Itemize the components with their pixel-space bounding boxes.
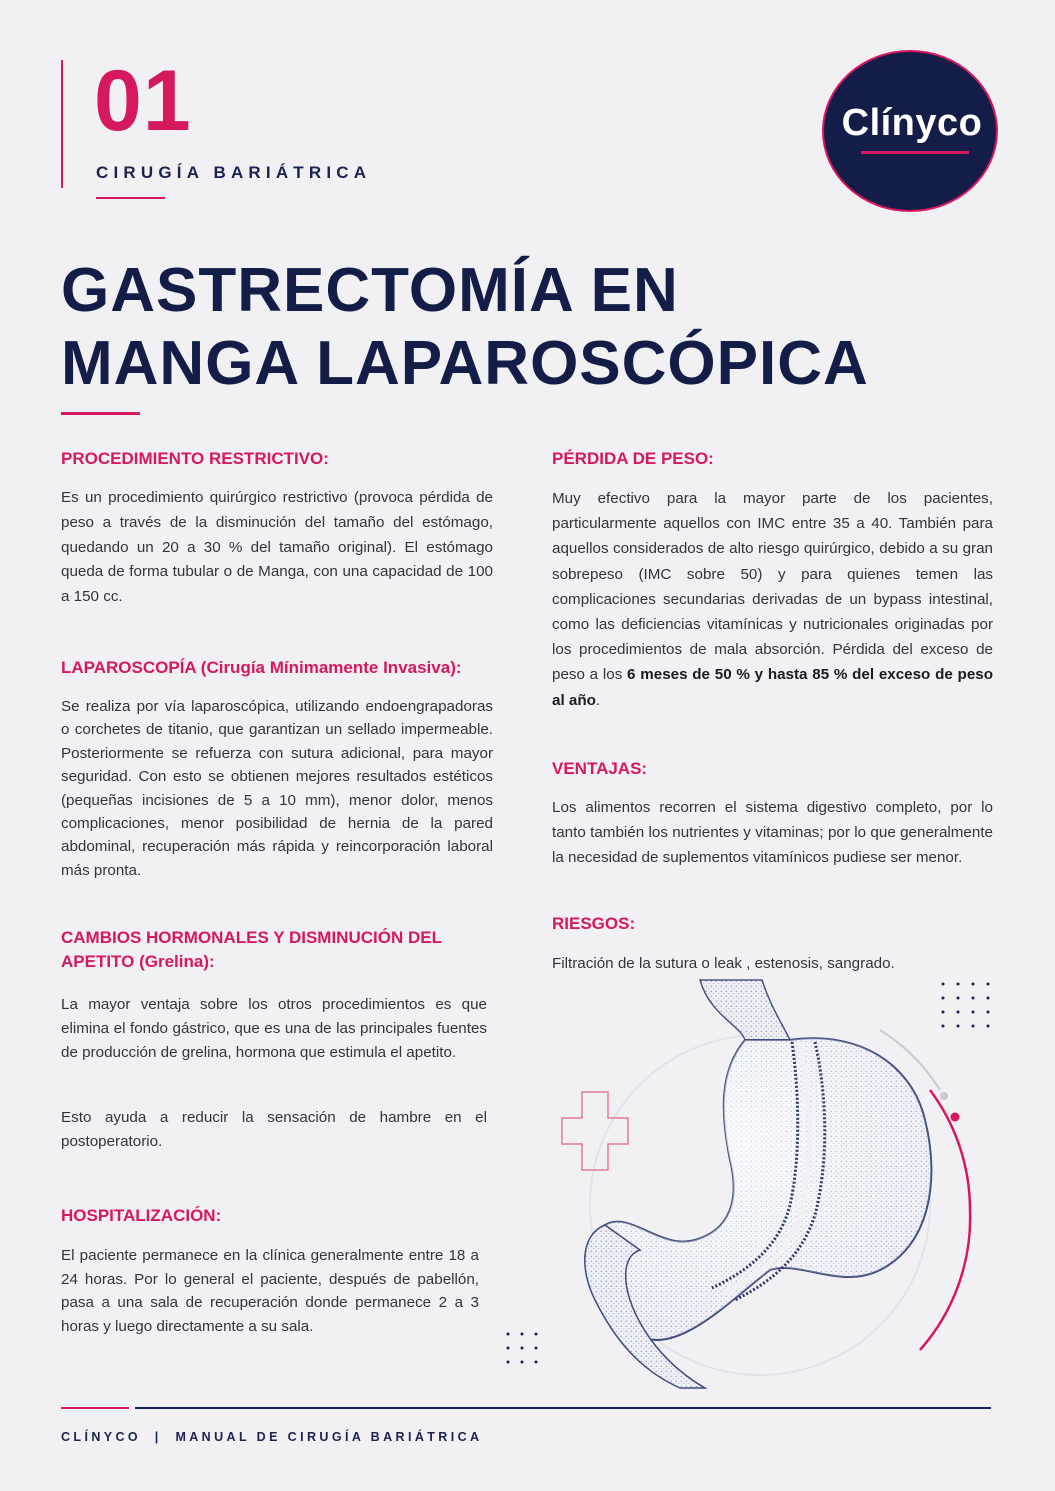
riesgos-heading: RIESGOS: <box>552 914 636 933</box>
laparoscopia-heading: LAPAROSCOPÍA (Cirugía Mínimamente Invasiva): <box>61 658 462 677</box>
stomach-sleeve-illustration <box>500 970 1020 1390</box>
logo-text: Clínyco <box>841 102 983 144</box>
header-accent-bar <box>61 60 63 188</box>
accent-arc-dot <box>951 1113 960 1122</box>
logo-underline <box>861 151 969 154</box>
footer-divider-line <box>135 1407 991 1409</box>
perdida-heading: PÉRDIDA DE PESO: <box>552 449 714 468</box>
ventajas-heading: VENTAJAS: <box>552 759 648 778</box>
hormonales-heading-line-1: CAMBIOS HORMONALES Y DISMINUCIÓN DEL <box>61 928 442 947</box>
restrictivo-heading: PROCEDIMIENTO RESTRICTIVO: <box>61 449 329 468</box>
chapter-underline <box>96 197 165 199</box>
hormonales-body-2: Esto ayuda a reducir la sensación de hambre en el postoperatorio. <box>61 1109 487 1151</box>
hospitalizacion-heading: HOSPITALIZACIÓN: <box>61 1206 222 1225</box>
perdida-body-text: Muy efectivo para la mayor parte de los pacientes, particularmente aquellos con IMC entre 35 a 40. También para aquellos considerados de alto riesgo quirúrgico, debido a su gran sobrepeso (IMC sobre 50) y para quienes temen las complicaciones secundarias derivadas de un bypass intestinal, como las deficiencias vitamínicas y nutricionales originadas por los procedimientos de mala absorción. Pérdida del exceso de peso a los <box>552 490 993 684</box>
page-title <box>61 254 869 400</box>
hormonales-heading-line-2: APETITO (Grelina): <box>61 952 215 971</box>
ventajas-body: Los alimentos recorren el sistema digestivo completo, por lo tanto también los nutrientes y vitaminas; por lo que generalmente la necesidad de suplementos vitamínicos pudiese ser menor. <box>552 799 993 866</box>
perdida-body <box>552 486 993 713</box>
hospitalizacion-body: El paciente permanece en la clínica generalmente entre 18 a 24 horas. Por lo general el paciente, después de pabellón, pasa a una sala de recuperación donde permanece 2 a 3 horas y luego directamente a su sala. <box>61 1247 479 1335</box>
footer-text: CLÍNYCO | MANUAL DE CIRUGÍA BARIÁTRICA <box>61 1430 483 1444</box>
medical-cross-icon <box>562 1092 628 1170</box>
dot-grid-bottom-left <box>507 1333 538 1364</box>
hormonales-body-1: La mayor ventaja sobre los otros procedimientos es que elimina el fondo gástrico, que es una de las principales fuentes de producción de grelina, hormona que estimula el apetito. <box>61 996 487 1062</box>
hormonales-heading <box>61 926 501 974</box>
title-underline <box>61 412 140 415</box>
restrictivo-body: Es un procedimiento quirúrgico restrictivo (provoca pérdida de peso a través de la disminución del tamaño del estómago, quedando un 20 a 30 % del tamaño original). El estómago queda de forma tubular o de Manga, con una capacidad de 100 a 150 cc. <box>61 489 493 606</box>
dot-grid-top-right <box>942 983 990 1028</box>
laparoscopia-body: Se realiza por vía laparoscópica, utilizando endoengrapadoras o corchetes de titanio, que garantizan un sellado impermeable. Posteriormente se refuerza con sutura adicional, para mayor seguridad. Con esto se obtienen mejores resultados estéticos (pequeñas incisiones de 5 a 10 mm), menor dolor, menos complicaciones, menor posibilidad de hernia de la pared abdominal, recuperación más rápida y reincorporación laboral más pronta. <box>61 698 493 879</box>
perdida-body-end: . <box>595 691 601 709</box>
perdida-body-bold: 6 meses de 50 % y hasta 85 % del exceso de peso al año <box>552 666 993 709</box>
chapter-number: 01 <box>94 53 192 149</box>
esophagus <box>700 980 790 1040</box>
stomach-highlight <box>593 1038 932 1340</box>
page-title-line-2: MANGA LAPAROSCÓPICA <box>61 329 869 398</box>
chapter-label: CIRUGÍA BARIÁTRICA <box>96 163 372 182</box>
page-title-line-1: GASTRECTOMÍA EN <box>61 256 679 325</box>
riesgos-body: Filtración de la sutura o leak , estenosis, sangrado. <box>552 955 895 972</box>
grey-arc-dot <box>940 1092 948 1100</box>
clinyco-logo <box>822 50 998 212</box>
footer-accent-line <box>61 1407 129 1409</box>
